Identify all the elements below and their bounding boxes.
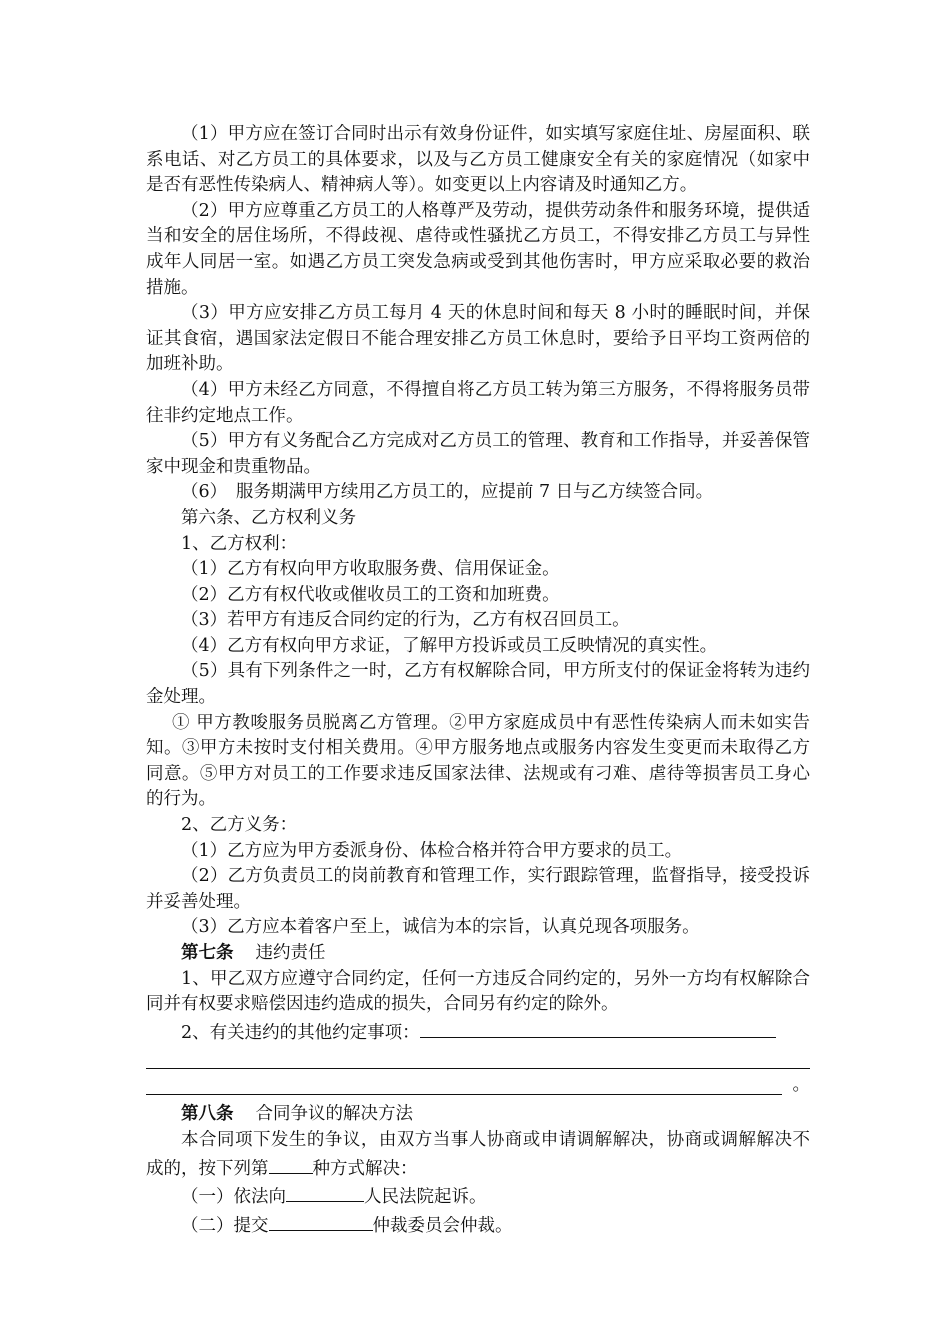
article-6-title: 第六条、乙方权利义务 [181, 507, 356, 528]
party-a-obligation-4: （4）甲方未经乙方同意，不得擅自将乙方员工转为第三方服务，不得将服务员带往非约定地点工作。 [146, 379, 810, 426]
article-8-option-2 [146, 1211, 810, 1240]
article-6-duties-heading: 2、乙方义务： [181, 815, 298, 836]
article-8-paragraph-1-tail: 种方式解决： [312, 1158, 418, 1179]
other-breach-terms-blank[interactable] [420, 1018, 776, 1038]
party-a-obligation-1: （1）甲方应在签订合同时出示有效身份证件，如实填写家庭住址、房屋面积、联系电话、对乙方员工的具体要求，以及与乙方员工健康安全有关的家庭情况（如家中是否有恶性传染病人、精神病人等）。如变更以上内容请及时通知乙方。 [146, 124, 810, 196]
other-breach-terms-line-3-row [146, 1072, 810, 1098]
article-8-paragraph-1 [146, 1128, 810, 1182]
arbitration-commission-blank[interactable] [269, 1211, 373, 1231]
article-8-title: 合同争议的解决方法 [255, 1104, 413, 1125]
article-8-paragraph-1-text: 本合同项下发生的争议，由双方当事人协商或申请调解解决，协商或调解解决不成的，按下列第 [146, 1129, 810, 1179]
article-6-rights-heading: 1、乙方权利： [181, 533, 298, 554]
party-b-right-1: （1）乙方有权向甲方收取服务费、信用保证金。 [181, 559, 560, 580]
court-name-blank[interactable] [286, 1182, 364, 1202]
party-b-right-4: （4）乙方有权向甲方求证，了解甲方投诉或员工反映情况的真实性。 [181, 635, 718, 656]
party-b-duty-2: （2）乙方负责员工的岗前教育和管理工作，实行跟踪管理，监督指导，接受投诉并妥善处理。 [146, 866, 810, 912]
other-breach-terms-end: 。 [792, 1074, 810, 1095]
article-7-paragraph-2 [146, 1018, 810, 1047]
article-8-heading [146, 1102, 810, 1128]
party-b-duty-1: （1）乙方应为甲方委派身份、体检合格并符合甲方要求的员工。 [181, 840, 683, 861]
termination-conditions-list: ① 甲方教唆服务员脱离乙方管理。②甲方家庭成员中有恶性传染病人而未如实告知。③甲方未按时支付相关费用。④甲方服务地点或服务内容发生变更而未取得乙方同意。⑤甲方对员工的工作要求违反国家法律、法规或有刁难、虐待等损害员工身心的行为。 [146, 712, 810, 810]
party-b-right-5: （5）具有下列条件之一时，乙方有权解除合同，甲方所支付的保证金将转为违约金处理。 [146, 661, 810, 708]
party-a-obligation-6: （6） 服务期满甲方续用乙方员工的，应提前 7 日与乙方续签合同。 [181, 482, 714, 503]
party-a-obligation-5: （5）甲方有义务配合乙方完成对乙方员工的管理、教育和工作指导，并妥善保管家中现金和贵重物品。 [146, 431, 810, 477]
party-b-right-3: （3）若甲方有违反合同约定的行为，乙方有权召回员工。 [181, 610, 630, 631]
contract-page [146, 122, 810, 1239]
option-2-text: （二）提交 [181, 1215, 269, 1236]
article-7-paragraph-2-text: 2、有关违约的其他约定事项： [181, 1022, 420, 1043]
other-breach-terms-line-2[interactable] [146, 1046, 810, 1069]
party-b-right-2: （2）乙方有权代收或催收员工的工资和加班费。 [181, 584, 560, 605]
option-1-text: （一）依法向 [181, 1187, 286, 1208]
other-breach-terms-line-3[interactable] [146, 1072, 782, 1095]
party-a-obligation-3: （3）甲方应安排乙方员工每月 4 天的休息时间和每天 8 小时的睡眠时间，并保证其食宿，遇国家法定假日不能合理安排乙方员工休息时，要给予日平均工资两倍的加班补助。 [146, 303, 810, 375]
article-8-option-1 [146, 1182, 810, 1211]
option-2-tail: 仲裁委员会仲裁。 [372, 1215, 513, 1236]
article-7-heading [146, 941, 810, 967]
party-a-obligation-2: （2）甲方应尊重乙方员工的人格尊严及劳动，提供劳动条件和服务环境，提供适当和安全的居住场所，不得歧视、虐待或性骚扰乙方员工，不得安排乙方员工与异性成年人同居一室。如遇乙方员工突发急病或受到其他伤害时，甲方应采取必要的救治措施。 [146, 200, 810, 298]
article-8-label: 第八条 [181, 1104, 234, 1125]
article-7-title: 违约责任 [255, 943, 326, 963]
dispute-method-number-blank[interactable] [269, 1154, 313, 1174]
article-7-paragraph-1: 1、甲乙双方应遵守合同约定，任何一方违反合同约定的，另外一方均有权解除合同并有权要求赔偿因违约造成的损失，合同另有约定的除外。 [146, 968, 810, 1015]
party-b-duty-3: （3）乙方应本着客户至上，诚信为本的宗旨，认真兑现各项服务。 [181, 917, 700, 938]
article-7-label: 第七条 [181, 943, 234, 963]
option-1-tail: 人民法院起诉。 [364, 1187, 487, 1208]
